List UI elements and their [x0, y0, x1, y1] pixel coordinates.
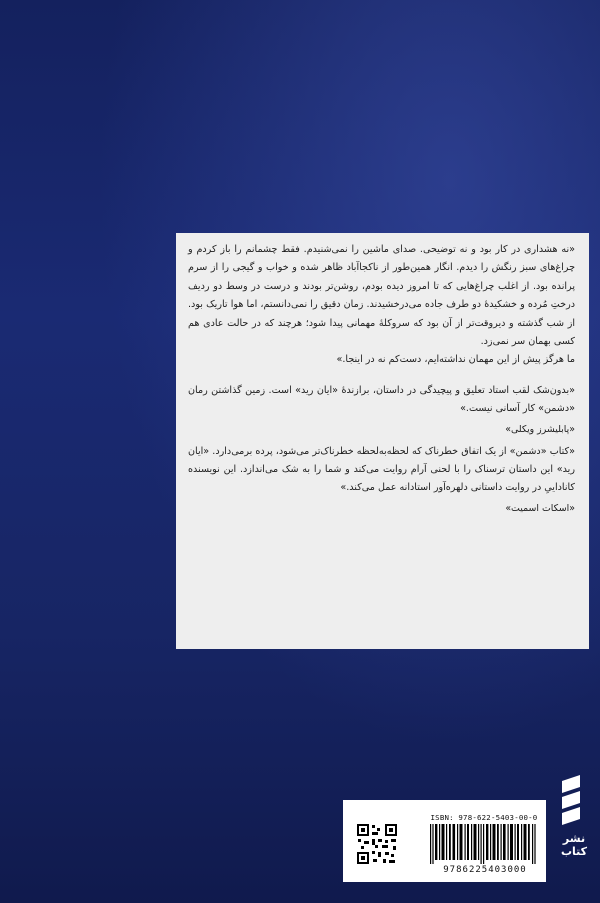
- publisher-name-line-2: کتاب: [560, 845, 588, 858]
- blurb-panel: [176, 233, 589, 649]
- attribution-2: «پابلیشرز ویکلی»: [505, 423, 575, 435]
- qr-code-icon: [355, 822, 399, 866]
- barcode-icon: [428, 824, 540, 864]
- publisher-name-line-1: نشر: [562, 832, 586, 845]
- publisher-logo-icon: [558, 775, 588, 831]
- quote-1-end: ما هرگز پیش از این مهمان نداشته‌ایم، دست‌کم نه در اینجا.»: [336, 354, 575, 366]
- quote-3: «کتاب «دشمن» از یک اتفاق خطرناک که لحظه‌به‌لحظه خطرناک‌تر می‌شود، پرده برمی‌دارد. «ایان رید» این داستان ترسناک را با لحنی آرام روایت می‌کند و شما را به شک می‌اندازد. این نویسنده کاناداییِ در روایت داستانی دلهره‌آور استادانه عمل می‌کند.»: [188, 445, 575, 494]
- attribution-3: «اسکات اسمیت»: [505, 502, 575, 514]
- quote-1: «نه هشداری در کار بود و نه توضیحی. صدای ماشین را نمی‌شنیدم. فقط چشمانم را باز کردم و چراغ‌های سبز رنگش را دیدم. انگار همین‌طور از ناکجاآباد ظاهر شده و خواب و گیجی را از سرم پرانده بود. از اغلب چراغ‌هایی که تا امروز دیده بودم، روشن‌تر بودند و درست در وسط دو ردیف درختِ مُرده و خشکیدهٔ دو طرف جاده می‌درخشیدند. زمان دقیق را نمی‌دانستم، اما هوا تاریک بود. از شب گذشته و دیروقت‌تر از آن بود که سروکلهٔ مهمانی پیدا شود؛ هرچند که در حالت عادی هم کسی بهمان سر نمی‌زد.: [188, 244, 575, 348]
- barcode-number: 9786225403000: [443, 865, 527, 875]
- quote-2: «بدون‌شک لقب استاد تعلیق و پیچیدگی در داستان، برازندهٔ «ایان رید» است. زمین گذاشتن رمان «دشمن» کار آسانی نیست.»: [188, 384, 575, 415]
- publisher-name: [552, 832, 596, 858]
- isbn-label: ISBN: 978-622-5403-00-0: [430, 813, 538, 822]
